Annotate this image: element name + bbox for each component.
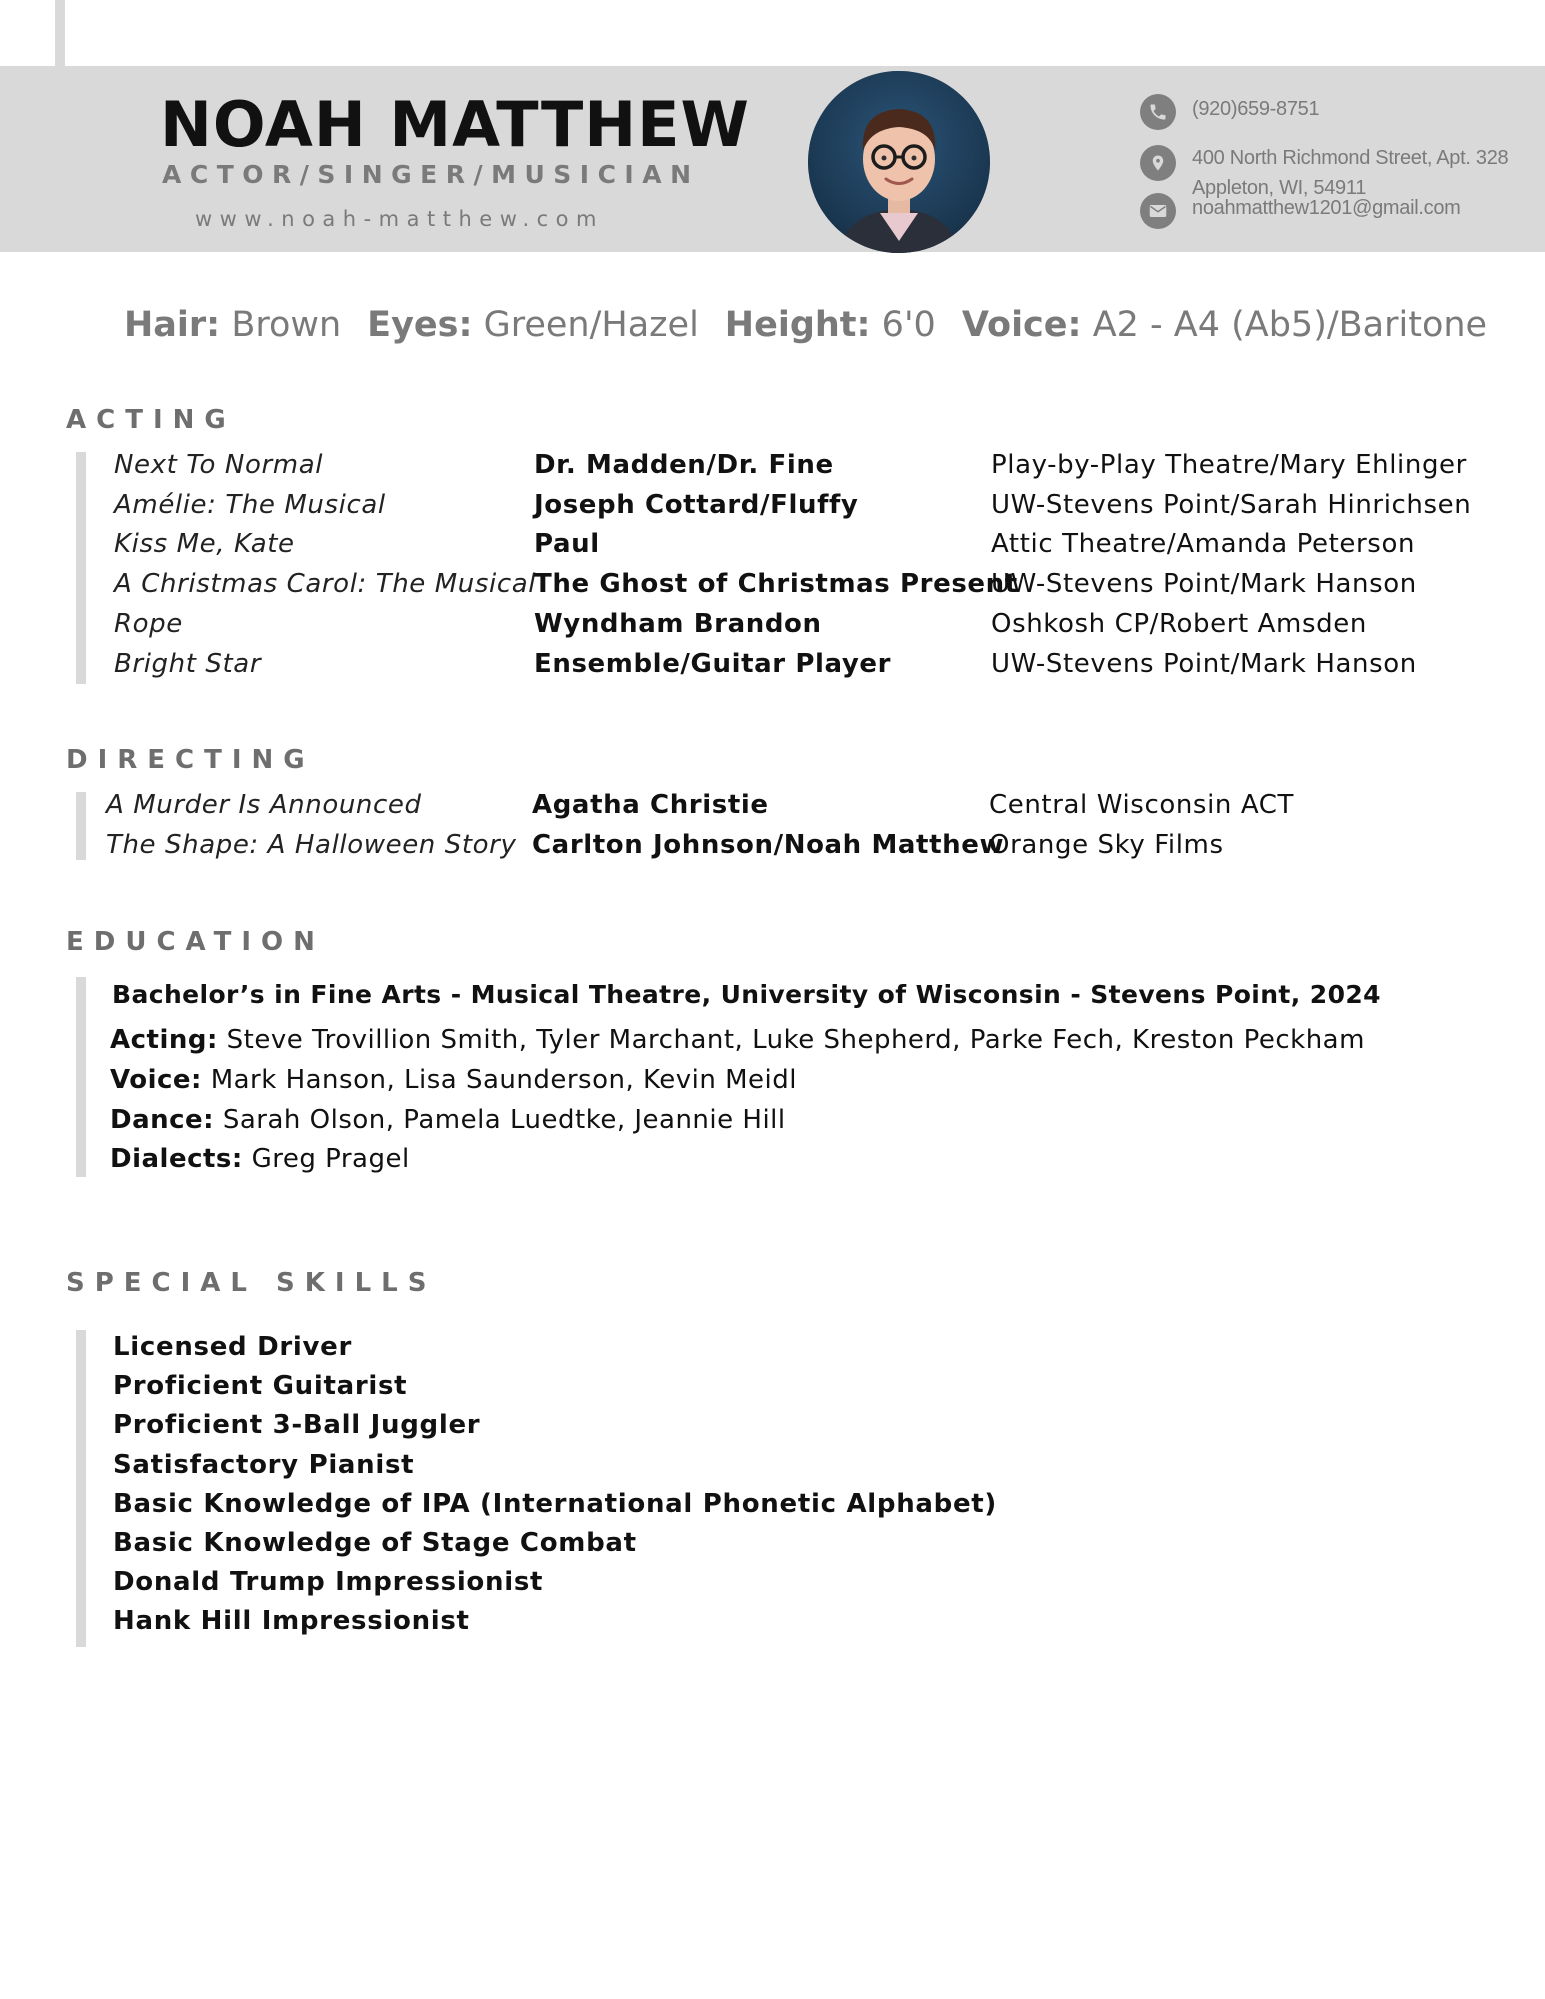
eyes-value: Green/Hazel — [483, 305, 699, 345]
height-value: 6'0 — [881, 305, 936, 345]
education-dialects-teachers: Greg Pragel — [251, 1144, 410, 1174]
directing-show: A Murder Is Announced — [106, 790, 422, 820]
location-pin-icon — [1140, 145, 1176, 181]
acting-company: Attic Theatre/Amanda Peterson — [991, 529, 1416, 559]
acting-role: Joseph Cottard/Fluffy — [534, 490, 859, 520]
resume-subtitle: ACTOR/SINGER/MUSICIAN — [162, 160, 700, 189]
education-dialects-label: Dialects: — [110, 1144, 243, 1174]
skill-item: Basic Knowledge of IPA (International Phonetic Alphabet) — [113, 1489, 998, 1519]
education-dance-line — [110, 1105, 786, 1135]
headshot-illustration — [808, 71, 990, 253]
acting-role: Dr. Madden/Dr. Fine — [534, 450, 834, 480]
education-section-bar — [76, 977, 86, 1177]
website-link[interactable]: www.noah-matthew.com — [195, 207, 604, 231]
degree-line: Bachelor’s in Fine Arts - Musical Theatre, University of Wisconsin - Stevens Point, 2024 — [112, 980, 1381, 1009]
acting-company: Play-by-Play Theatre/Mary Ehlinger — [991, 450, 1467, 480]
contact-email — [1140, 193, 1461, 229]
education-dialects-line — [110, 1144, 410, 1174]
section-title-special-skills: SPECIAL SKILLS — [66, 1268, 437, 1298]
skill-item: Basic Knowledge of Stage Combat — [113, 1528, 637, 1558]
acting-company: UW-Stevens Point/Sarah Hinrichsen — [991, 490, 1472, 520]
directing-author: Agatha Christie — [532, 790, 769, 820]
directing-section-bar — [76, 792, 86, 860]
directing-author: Carlton Johnson/Noah Matthew — [532, 830, 1005, 860]
address-line-2: Appleton, WI, 54911 — [1192, 177, 1367, 199]
section-title-education: EDUCATION — [66, 927, 325, 957]
acting-show: A Christmas Carol: The Musical — [114, 569, 537, 599]
contact-phone — [1140, 94, 1319, 130]
phone-icon — [1140, 94, 1176, 130]
directing-company: Orange Sky Films — [989, 830, 1224, 860]
directing-show: The Shape: A Halloween Story — [106, 830, 517, 860]
acting-company: UW-Stevens Point/Mark Hanson — [991, 649, 1417, 679]
education-voice-line — [110, 1065, 797, 1095]
phone-number[interactable]: (920)659-8751 — [1192, 98, 1320, 120]
education-voice-label: Voice: — [110, 1065, 202, 1095]
skill-item: Hank Hill Impressionist — [113, 1606, 470, 1636]
education-dance-label: Dance: — [110, 1105, 215, 1135]
acting-role: Wyndham Brandon — [534, 609, 822, 639]
acting-role: Ensemble/Guitar Player — [534, 649, 892, 679]
top-accent-rule — [55, 0, 65, 66]
skill-item: Satisfactory Pianist — [113, 1450, 415, 1480]
education-dance-teachers: Sarah Olson, Pamela Luedtke, Jeannie Hill — [222, 1105, 786, 1135]
hair-value: Brown — [231, 305, 342, 345]
education-acting-label: Acting: — [110, 1025, 218, 1055]
acting-section-bar — [76, 452, 86, 684]
skill-item: Licensed Driver — [113, 1332, 353, 1362]
voice-label: Voice: — [961, 305, 1082, 345]
section-title-directing: DIRECTING — [66, 745, 315, 775]
eyes-label: Eyes: — [367, 305, 473, 345]
acting-role: The Ghost of Christmas Present — [534, 569, 1018, 599]
skill-item: Proficient Guitarist — [113, 1371, 408, 1401]
skill-item: Proficient 3-Ball Juggler — [113, 1410, 481, 1440]
height-label: Height: — [724, 305, 871, 345]
voice-value: A2 - A4 (Ab5)/Baritone — [1092, 305, 1488, 345]
acting-company: Oshkosh CP/Robert Amsden — [991, 609, 1367, 639]
acting-show: Rope — [114, 609, 183, 639]
acting-show: Bright Star — [114, 649, 262, 679]
education-acting-line — [110, 1025, 1365, 1055]
envelope-icon — [1140, 193, 1176, 229]
headshot-photo — [808, 71, 990, 253]
resume-name: NOAH MATTHEW — [160, 88, 750, 161]
acting-show: Amélie: The Musical — [114, 490, 386, 520]
directing-company: Central Wisconsin ACT — [989, 790, 1294, 820]
acting-show: Next To Normal — [114, 450, 324, 480]
skill-item: Donald Trump Impressionist — [113, 1567, 544, 1597]
address-line-1: 400 North Richmond Street, Apt. 328 — [1192, 147, 1509, 169]
physical-stats — [124, 305, 1487, 345]
education-voice-teachers: Mark Hanson, Lisa Saunderson, Kevin Meidl — [210, 1065, 797, 1095]
acting-role: Paul — [534, 529, 600, 559]
education-acting-teachers: Steve Trovillion Smith, Tyler Marchant, Luke Shepherd, Parke Fech, Kreston Peckham — [226, 1025, 1365, 1055]
section-title-acting: ACTING — [66, 405, 236, 435]
email-address[interactable]: noahmatthew1201@gmail.com — [1192, 197, 1461, 219]
acting-company: UW-Stevens Point/Mark Hanson — [991, 569, 1417, 599]
acting-show: Kiss Me, Kate — [114, 529, 295, 559]
skills-section-bar — [76, 1330, 86, 1647]
hair-label: Hair: — [124, 305, 221, 345]
